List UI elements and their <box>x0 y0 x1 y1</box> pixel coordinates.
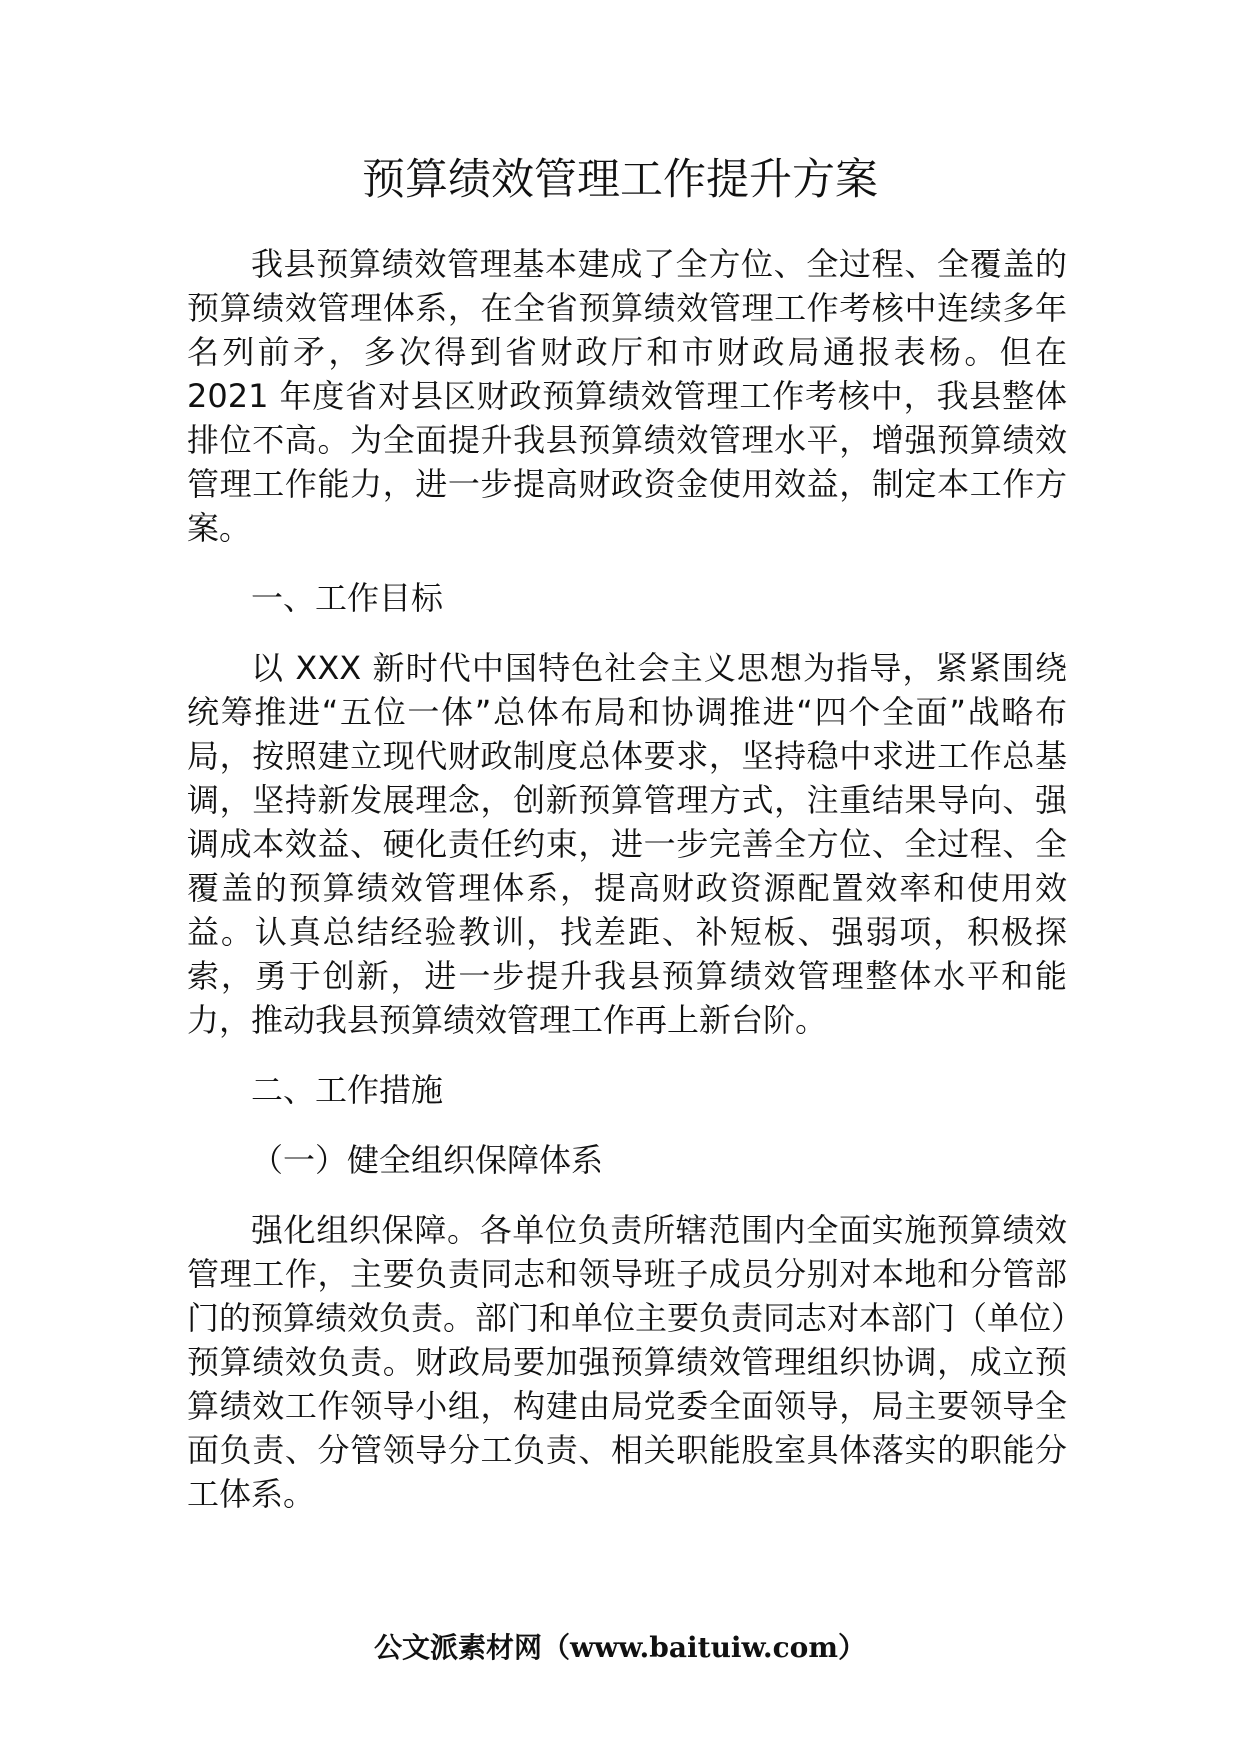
document-body <box>187 242 1067 1542</box>
goals-paragraph: 以 XXX 新时代中国特色社会主义思想为指导，紧紧围绕统筹推进“五位一体”总体布局和协调推进“四个全面”战略布局，按照建立现代财政制度总体要求，坚持稳中求进工作总基调，坚持新发展理念，创新预算管理方式，注重结果导向、强调成本效益、硬化责任约束，进一步完善全方位、全过程、全覆盖的预算绩效管理体系，提高财政资源配置效率和使用效益。认真总结经验教训，找差距、补短板、强弱项，积极探索，勇于创新，进一步提升我县预算绩效管理整体水平和能力，推动我县预算绩效管理工作再上新台阶。 <box>187 649 1067 1039</box>
section-heading-goals: 一、工作目标 <box>251 579 444 617</box>
footer-watermark: 公文派素材网（www.baituiw.com） <box>374 1631 866 1664</box>
section-heading-measures: 二、工作措施 <box>251 1071 444 1109</box>
document-title: 预算绩效管理工作提升方案 <box>362 155 878 205</box>
subsection-heading-organization: （一）健全组织保障体系 <box>251 1141 604 1179</box>
intro-paragraph: 我县预算绩效管理基本建成了全方位、全过程、全覆盖的预算绩效管理体系，在全省预算绩效管理工作考核中连续多年名列前矛，多次得到省财政厅和市财政局通报表杨。但在 2021 年度省对县区财政预算绩效管理工作考核中，我县整体排位不高。为全面提升我县预算绩效管理水平，增强预算绩效管理工作能力，进一步提高财政资金使用效益，制定本工作方案。 <box>187 245 1067 547</box>
organization-paragraph: 强化组织保障。各单位负责所辖范围内全面实施预算绩效管理工作，主要负责同志和领导班子成员分别对本地和分管部门的预算绩效负责。部门和单位主要负责同志对本部门（单位）预算绩效负责。财政局要加强预算绩效管理组织协调，成立预算绩效工作领导小组，构建由局党委全面领导，局主要领导全面负责、分管领导分工负责、相关职能股室具体落实的职能分工体系。 <box>187 1211 1068 1513</box>
